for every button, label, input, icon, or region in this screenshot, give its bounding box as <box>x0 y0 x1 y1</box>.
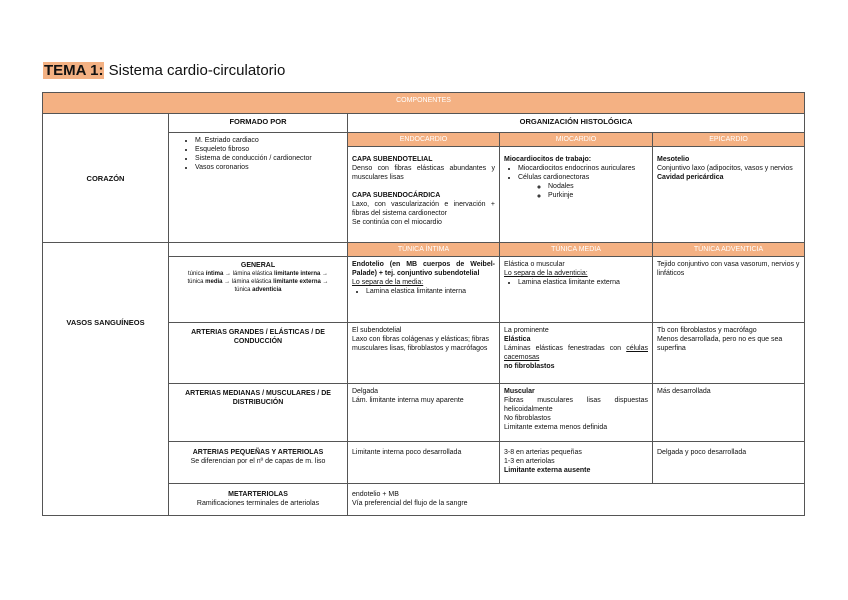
general-title: GENERAL <box>240 262 276 269</box>
metarteriolas-t2: Vía preferencial del flujo de la sangre <box>352 500 468 507</box>
metarteriolas-label-cell <box>169 484 348 516</box>
general-line-2: túnica media → lámina elástica limitante externa → <box>187 279 329 285</box>
pequenas-intima: Limitante interna poco desarrollada <box>352 449 462 456</box>
medianas-adventicia-cell <box>653 384 805 442</box>
header-tunica-media: TÚNICA MEDIA <box>500 243 653 257</box>
metarteriolas-content-cell <box>348 484 805 516</box>
grandes-adv-b: Menos desarrollada, pero no es que sea superfina <box>657 336 783 352</box>
header-formado-por: FORMADO POR <box>169 114 348 133</box>
page-title <box>43 61 285 81</box>
endocardio-heading-1: CAPA SUBENDOTELIAL <box>352 156 433 163</box>
grandes-adventicia-cell <box>653 323 805 384</box>
list-item: • Vasos coronarios <box>195 163 343 172</box>
endocardio-text-1: Denso con fibras elásticas abundantes y musculares lisas <box>352 165 495 181</box>
endocardio-text-2: Laxo, con vascularización e inervación + fibras del sistema cardionector <box>352 201 495 217</box>
grandes-media-cell <box>500 323 653 384</box>
header-epicardio: EPICARDIO <box>653 133 805 147</box>
header-endocardio: ENDOCARDIO <box>348 133 500 147</box>
list-item: • Lamina elastica limitante externa <box>518 278 648 287</box>
pequenas-media-c: Limitante externa ausente <box>504 467 591 474</box>
metarteriolas-sub: Ramificaciones terminales de arteriolas <box>196 500 320 507</box>
general-media-text: Elástica o muscular <box>504 261 565 268</box>
medianas-label: ARTERIAS MEDIANAS / MUSCULARES / DE DISTRIBUCIÓN <box>169 384 348 442</box>
pequenas-label-cell <box>169 442 348 484</box>
endocardio-cell <box>348 147 500 243</box>
grandes-media-c: Láminas elásticas fenestradas con células cacemosas <box>504 345 648 361</box>
general-line-3: túnica adventicia <box>234 287 282 293</box>
pequenas-label: ARTERIAS PEQUEÑAS Y ARTERIOLAS <box>192 449 324 456</box>
pequenas-adv: Delgada y poco desarrollada <box>657 449 747 456</box>
pequenas-media-cell <box>500 442 653 484</box>
list-item: • Sistema de conducción / cardionector <box>195 154 343 163</box>
header-tunica-adventicia: TÚNICA ADVENTICIA <box>653 243 805 257</box>
endocardio-text-3: Se continúa con el miocardio <box>352 219 442 226</box>
general-intima-separa: Lo separa de la media: <box>352 279 424 286</box>
miocardio-cell <box>500 147 653 243</box>
endocardio-heading-2: CAPA SUBENDOCÁRDICA <box>352 192 441 199</box>
grandes-adv-a: Tb con fibroblastos y macrófago <box>657 327 757 334</box>
list-item: • Miocardiocitos endocrinos auriculares <box>518 164 648 173</box>
medianas-media-a: Muscular <box>504 388 535 395</box>
medianas-media-d: Limitante externa menos definida <box>504 424 608 431</box>
pequenas-sub: Se diferencian por el nº de capas de m. liso <box>190 458 326 465</box>
list-item: ◦ Nodales <box>548 182 648 191</box>
medianas-media-cell <box>500 384 653 442</box>
general-cell <box>169 257 348 323</box>
grandes-intima-cell <box>348 323 500 384</box>
list-item: ◦ Purkinje <box>548 191 648 200</box>
medianas-intima-b: Lám. limitante interna muy aparente <box>352 397 464 404</box>
header-organizacion: ORGANIZACIÓN HISTOLÓGICA <box>348 114 805 133</box>
epicardio-bold: Cavidad pericárdica <box>657 174 724 181</box>
row-label-corazon: CORAZÓN <box>43 114 169 243</box>
grandes-media-e: no fibroblastos <box>504 363 555 370</box>
epicardio-text: Conjuntivo laxo (adipocitos, vasos y nervios <box>657 165 793 172</box>
header-componentes: COMPONENTES <box>43 93 805 114</box>
metarteriolas-label: METARTERIOLAS <box>228 491 288 498</box>
grandes-media-b: Elástica <box>504 336 531 343</box>
medianas-intima-cell <box>348 384 500 442</box>
medianas-media-c: No fibroblastos <box>504 415 551 422</box>
grandes-media-a: La prominente <box>504 327 549 334</box>
general-adventicia-cell <box>653 257 805 323</box>
header-miocardio: MIOCARDIO <box>500 133 653 147</box>
epicardio-heading: Mesotelio <box>657 156 690 163</box>
grandes-label: ARTERIAS GRANDES / ELÁSTICAS / DE CONDUCCIÓN <box>169 323 348 384</box>
epicardio-cell <box>653 147 805 243</box>
miocardio-heading: Miocardiocitos de trabajo: <box>504 156 592 163</box>
general-line-1: túnica íntima → lámina elástica limitante interna → <box>187 271 329 277</box>
general-intima-cell <box>348 257 500 323</box>
list-item: • Células cardionectoras <box>518 173 648 182</box>
pequenas-intima-cell <box>348 442 500 484</box>
general-media-separa: Lo separa de la adventicia: <box>504 270 588 277</box>
components-table <box>42 92 805 516</box>
row-label-vasos: VASOS SANGUÍNEOS <box>43 243 169 516</box>
title-text: Sistema cardio-circulatorio <box>104 62 286 79</box>
medianas-intima-a: Delgada <box>352 388 379 395</box>
pequenas-media-a: 3-8 en arterias pequeñas <box>504 449 582 456</box>
list-item: • M. Estriado cardiaco <box>195 136 343 145</box>
empty-cell <box>169 243 348 257</box>
grandes-intima-a: El subendotelial <box>352 327 402 334</box>
general-intima-text: Endotelio (en MB cuerpos de Weibel-Palade) + tej. conjuntivo subendotelial <box>352 261 495 277</box>
medianas-adv: Más desarrollada <box>657 388 711 395</box>
general-adventicia-text: Tejido conjuntivo con vasa vasorum, nervios y linfáticos <box>657 261 800 277</box>
general-media-cell <box>500 257 653 323</box>
pequenas-media-b: 1-3 en arteriolas <box>504 458 555 465</box>
pequenas-adventicia-cell <box>653 442 805 484</box>
corazon-formado-por <box>169 133 348 243</box>
medianas-media-b: Fibras musculares lisas dispuestas helicoidalmente <box>504 397 648 413</box>
list-item: • Lamina elastica limitante interna <box>366 287 495 296</box>
list-item: • Esqueleto fibroso <box>195 145 343 154</box>
header-tunica-intima: TÚNICA ÍNTIMA <box>348 243 500 257</box>
grandes-intima-b: Laxo con fibras colágenas y elásticas; fibras musculares lisas, fibroblastos y macrófagos <box>352 336 489 352</box>
title-prefix: TEMA 1: <box>44 62 104 79</box>
metarteriolas-t1: endotelio + MB <box>352 491 399 498</box>
